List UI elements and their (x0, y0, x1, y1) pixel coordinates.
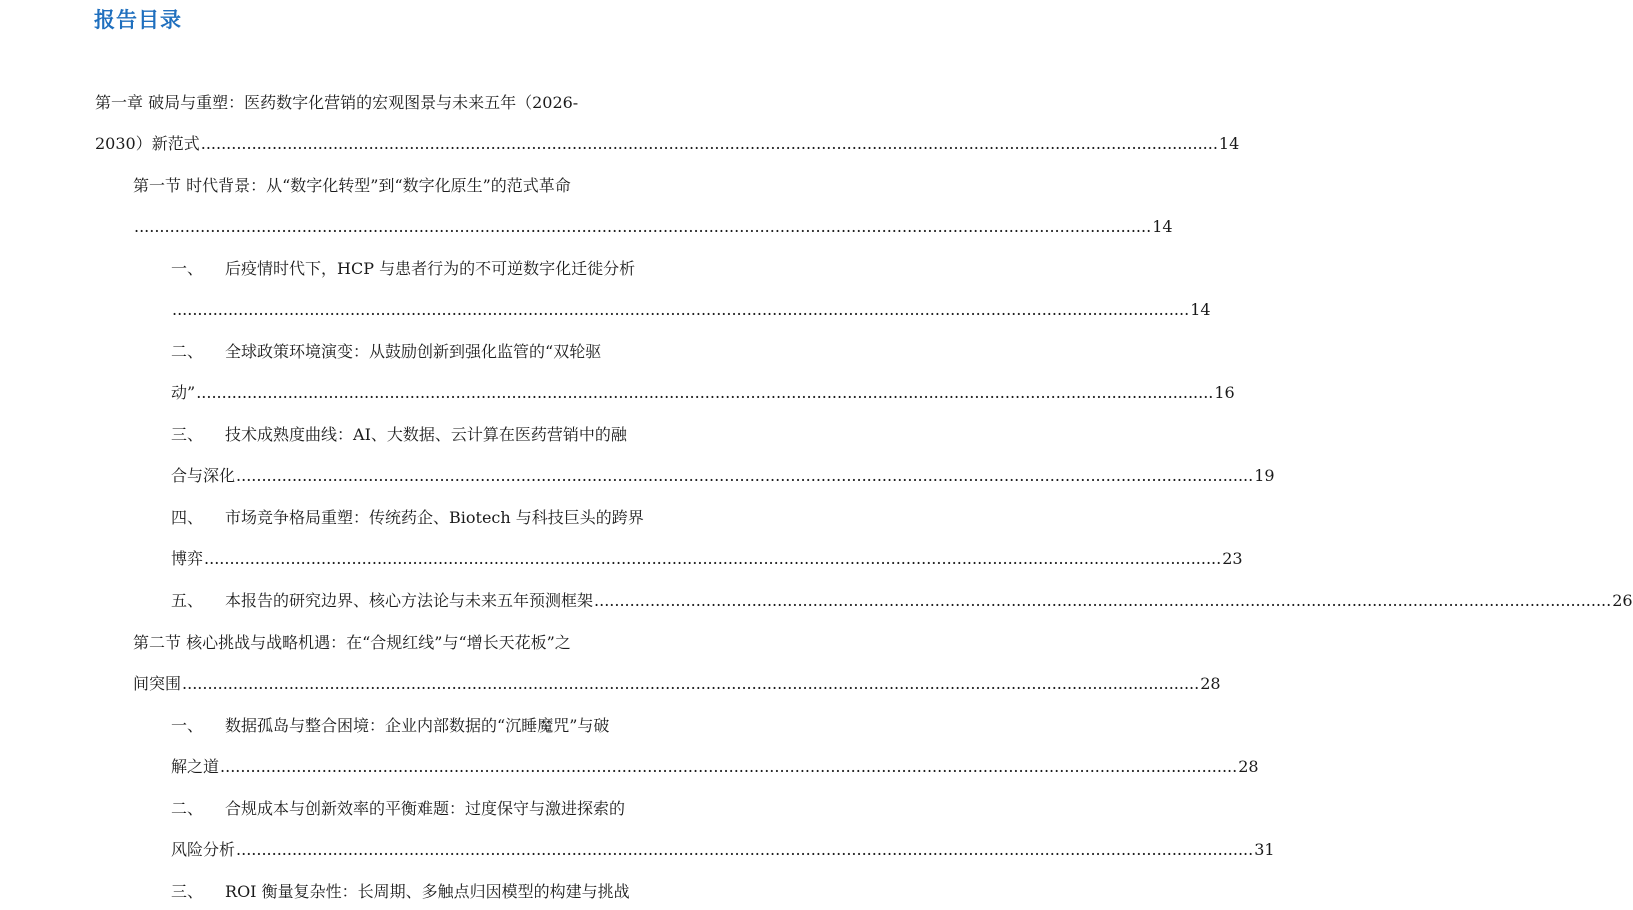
toc-entry-1-5[interactable] (171, 591, 1633, 611)
toc-entry-2-2-line1[interactable] (171, 799, 625, 819)
toc-page-number: 28 (1238, 757, 1259, 776)
toc-entry-1-3-line1[interactable] (171, 425, 627, 445)
toc-entry-index: 一、 (171, 716, 204, 735)
toc-entry-2-2-line2[interactable] (171, 840, 1275, 860)
toc-entry-1-3-line2[interactable] (171, 466, 1275, 486)
toc-entry-text: 2030）新范式 (95, 134, 200, 153)
toc-entry-text (171, 591, 593, 611)
toc-page-number: 23 (1222, 549, 1243, 568)
toc-entry-chapter-1-line1[interactable]: 第一章 破局与重塑：医药数字化营销的宏观图景与未来五年（2026- (95, 93, 579, 112)
toc-entry-section-2-line1[interactable]: 第二节 核心挑战与战略机遇：在“合规红线”与“增长天花板”之 (133, 633, 571, 652)
toc-entry-title: 本报告的研究边界、核心方法论与未来五年预测框架 (225, 591, 594, 610)
toc-entry-text: 间突围 (133, 674, 182, 693)
toc-leader-dots: ........................................................................................................................................................................................................ (196, 383, 1214, 402)
toc-page-number: 14 (1218, 134, 1240, 153)
toc-entry-index: 一、 (171, 259, 204, 278)
toc-entry-text: ROI 衡量复杂性：长周期、多触点归因模型的构建与挑战 (225, 882, 630, 901)
toc-leader-dots: ........................................................................................................................................................................................................ (236, 840, 1254, 859)
toc-entry-2-1-line1[interactable] (171, 716, 609, 736)
toc-entry-1-2-line1[interactable] (171, 342, 601, 362)
toc-entry-text: 后疫情时代下，HCP 与患者行为的不可逆数字化迁徙分析 (225, 259, 636, 278)
toc-leader-dots: ........................................................................................................................................................................................................ (236, 466, 1254, 485)
toc-entry-index: 五、 (171, 591, 204, 610)
toc-entry-text: 解之道 (171, 757, 220, 776)
toc-entry-text: 数据孤岛与整合困境：企业内部数据的“沉睡魔咒”与破 (225, 716, 610, 735)
toc-leader-dots: ........................................................................................................................................................................................................ (134, 217, 1152, 236)
toc-page-number: 14 (1152, 217, 1173, 236)
toc-entry-text: 技术成熟度曲线：AI、大数据、云计算在医药营销中的融 (225, 425, 627, 444)
toc-entry-index: 三、 (171, 882, 204, 901)
toc-entry-2-1-line2[interactable] (171, 757, 1259, 777)
toc-leader-dots: ........................................................................................................................................................................................................ (220, 757, 1238, 776)
toc-entry-text: 动” (171, 383, 196, 402)
toc-entry-text: 风险分析 (171, 840, 236, 859)
toc-page-number: 28 (1200, 674, 1221, 693)
toc-leader-dots: ........................................................................................................................................................................................................ (204, 549, 1222, 568)
toc-entry-text: 合与深化 (171, 466, 236, 485)
toc-entry-chapter-1-line2[interactable] (95, 134, 1240, 154)
toc-page-number: 26 (1612, 591, 1633, 610)
toc-heading: 报告目录 (94, 8, 182, 32)
toc-entry-text: 全球政策环境演变：从鼓励创新到强化监管的“双轮驱 (225, 342, 602, 361)
toc-entry-text: 合规成本与创新效率的平衡难题：过度保守与激进探索的 (225, 799, 626, 818)
toc-entry-index: 二、 (171, 799, 204, 818)
toc-entry-section-2-line2[interactable] (133, 674, 1221, 694)
toc-entry-section-1-line1[interactable]: 第一节 时代背景：从“数字化转型”到“数字化原生”的范式革命 (133, 176, 571, 195)
toc-entry-section-1-line2[interactable] (133, 217, 1173, 237)
toc-entry-1-2-line2[interactable] (171, 383, 1235, 403)
toc-page-number: 19 (1254, 466, 1275, 485)
toc-entry-1-4-line2[interactable] (171, 549, 1243, 569)
toc-entry-2-3-line1[interactable] (171, 882, 630, 902)
toc-entry-1-1-line2[interactable] (171, 300, 1211, 320)
toc-entry-index: 二、 (171, 342, 204, 361)
toc-leader-dots: ........................................................................................................................................................................................................ (200, 134, 1218, 153)
toc-page-number: 31 (1254, 840, 1275, 859)
toc-entry-1-1-line1[interactable] (171, 259, 635, 279)
toc-entry-1-4-line1[interactable] (171, 508, 644, 528)
toc-leader-dots: ........................................................................................................................................................................................................ (172, 300, 1190, 319)
toc-entry-text: 博弈 (171, 549, 204, 568)
toc-leader-dots: ........................................................................................................................................................................................................ (182, 674, 1200, 693)
toc-entry-index: 三、 (171, 425, 204, 444)
toc-entry-index: 四、 (171, 508, 204, 527)
toc-page-number: 16 (1214, 383, 1235, 402)
toc-page-number: 14 (1190, 300, 1211, 319)
toc-entry-text: 市场竞争格局重塑：传统药企、Biotech 与科技巨头的跨界 (225, 508, 644, 527)
toc-leader-dots: ........................................................................................................................................................................................................ (594, 591, 1612, 610)
